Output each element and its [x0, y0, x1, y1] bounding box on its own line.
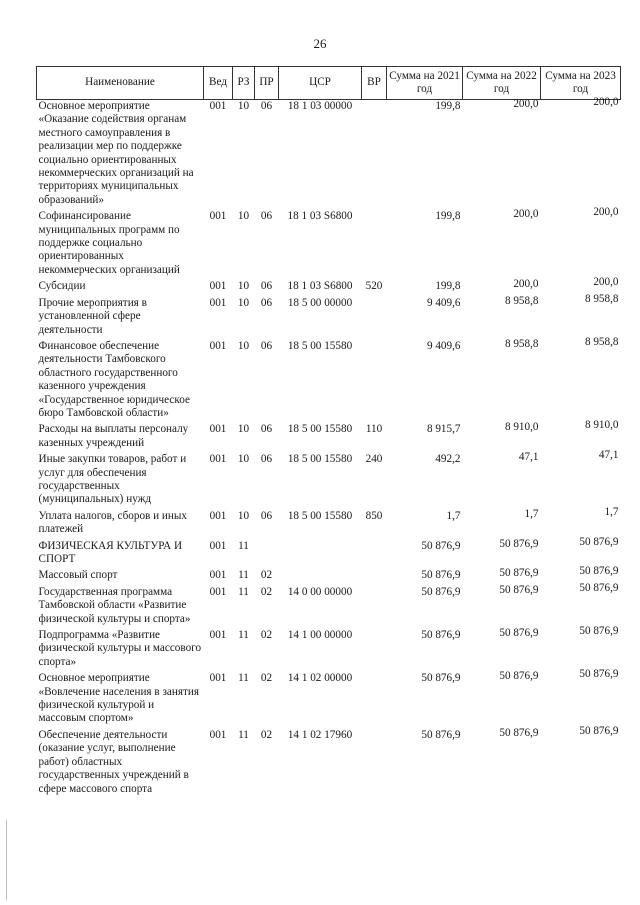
- cell-csr: 14 1 02 17960: [287, 728, 353, 741]
- cell-rz: 11: [238, 629, 249, 642]
- cell-pr: 06: [260, 423, 273, 436]
- table-row: [37, 672, 621, 729]
- cell-pr: 02: [260, 672, 273, 685]
- cell-csr: 18 5 00 15580: [287, 339, 353, 352]
- cell-sum-2021: 492,2: [435, 453, 461, 466]
- cell-name: Государственная программа Тамбовской области «Развитие физической культуры и спорта»: [38, 585, 191, 625]
- cell-csr: 18 5 00 15580: [287, 509, 353, 522]
- header-vr: ВР: [362, 67, 387, 100]
- table-row: [37, 423, 621, 453]
- cell-sum-2021: 50 876,9: [421, 728, 461, 741]
- cell-csr: 14 1 02 00000: [287, 672, 353, 685]
- cell-vr: 850: [365, 509, 383, 522]
- cell-csr: 14 1 00 00000: [287, 629, 353, 642]
- cell-sum-2022: 200,0: [513, 208, 539, 221]
- cell-ved: 001: [209, 210, 227, 223]
- cell-sum-2021: 50 876,9: [421, 569, 461, 582]
- header-sum-2023: Сумма на 2023 год: [541, 67, 621, 100]
- cell-pr: 06: [260, 210, 273, 223]
- table-row: [37, 297, 621, 340]
- cell-vr: [362, 210, 387, 280]
- table-row: [37, 100, 621, 211]
- cell-ved: 001: [209, 629, 227, 642]
- cell-sum-2021: 9 409,6: [426, 339, 461, 352]
- cell-ved: 001: [209, 339, 227, 352]
- cell-rz: 11: [238, 539, 249, 552]
- cell-sum-2023: 8 958,8: [584, 335, 619, 348]
- cell-pr: [255, 540, 279, 570]
- cell-rz: 11: [238, 672, 249, 685]
- cell-sum-2023: 8 910,0: [584, 419, 619, 432]
- header-pr: ПР: [255, 67, 279, 100]
- cell-rz: 10: [237, 280, 250, 293]
- cell-sum-2022: 50 876,9: [499, 583, 539, 596]
- cell-vr: [362, 586, 387, 629]
- cell-ved: 001: [209, 569, 227, 582]
- cell-name: Финансовое обеспечение деятельности Тамбовского областного государственного казенного учреждения «Государственное юридическое бюро Тамбовской области»: [38, 339, 190, 419]
- cell-sum-2023: 47,1: [598, 449, 619, 462]
- cell-sum-2023: 200,0: [593, 276, 619, 289]
- cell-name: Иные закупки товаров, работ и услуг для обеспечения государственных (муниципальных) нужд: [38, 453, 187, 506]
- cell-csr: 18 1 03 00000: [287, 100, 353, 112]
- cell-sum-2022: 50 876,9: [499, 670, 539, 683]
- header-sum-2022: Сумма на 2022 год: [463, 67, 541, 100]
- scan-margin-mark: [6, 820, 7, 900]
- cell-sum-2023: 50 876,9: [579, 724, 619, 737]
- cell-pr: 02: [260, 585, 273, 598]
- cell-sum-2023: 1,7: [604, 505, 619, 518]
- table-body: [37, 96, 621, 799]
- cell-vr: [362, 729, 387, 799]
- cell-csr: 18 5 00 00000: [287, 296, 353, 309]
- cell-ved: 001: [209, 539, 227, 552]
- cell-sum-2021: 199,8: [435, 100, 461, 112]
- cell-sum-2022: 50 876,9: [499, 726, 539, 739]
- cell-ved: 001: [209, 453, 227, 466]
- table-row: [37, 210, 621, 280]
- cell-csr: 18 1 03 S6800: [287, 280, 353, 293]
- table-row: [37, 510, 621, 540]
- cell-pr: 06: [260, 280, 273, 293]
- cell-name: Основное мероприятие «Вовлечение населения в занятия физической культурой и массовым спортом»: [38, 672, 199, 725]
- cell-sum-2023: 200,0: [593, 96, 619, 108]
- cell-sum-2023: 50 876,9: [579, 565, 619, 578]
- cell-csr: 18 5 00 15580: [287, 423, 353, 436]
- cell-csr: 18 1 03 S6800: [287, 210, 353, 223]
- cell-sum-2022: 8 910,0: [504, 421, 539, 434]
- cell-sum-2022: 50 876,9: [499, 567, 539, 580]
- cell-sum-2023: 200,0: [593, 206, 619, 219]
- cell-pr: 02: [260, 569, 273, 582]
- table-row: [37, 729, 621, 799]
- cell-rz: 11: [238, 569, 249, 582]
- cell-sum-2022: 200,0: [513, 278, 539, 291]
- cell-ved: 001: [209, 672, 227, 685]
- cell-ved: 001: [209, 585, 227, 598]
- header-csr: ЦСР: [279, 67, 362, 100]
- cell-name: Расходы на выплаты персоналу казенных учреждений: [38, 423, 189, 449]
- cell-vr: [362, 629, 387, 672]
- cell-sum-2021: 50 876,9: [421, 672, 461, 685]
- cell-ved: 001: [209, 280, 227, 293]
- cell-vr: [362, 100, 387, 211]
- cell-sum-2021: 199,8: [435, 210, 461, 223]
- table-row: [37, 540, 621, 570]
- table-row: [37, 586, 621, 629]
- cell-pr: 06: [260, 509, 273, 522]
- cell-ved: 001: [209, 100, 227, 112]
- cell-vr: [362, 540, 387, 570]
- cell-ved: 001: [209, 728, 227, 741]
- cell-csr: 14 0 00 00000: [287, 585, 353, 598]
- cell-sum-2021: 9 409,6: [426, 296, 461, 309]
- cell-sum-2022: 47,1: [518, 451, 539, 464]
- cell-name: Уплата налогов, сборов и иных платежей: [38, 509, 188, 536]
- page-number: 26: [313, 36, 327, 51]
- cell-csr: [279, 569, 362, 585]
- cell-csr: [279, 540, 362, 570]
- cell-rz: 10: [237, 210, 250, 223]
- cell-sum-2023: 50 876,9: [579, 668, 619, 681]
- table-row: [37, 453, 621, 510]
- cell-rz: 10: [237, 339, 250, 352]
- cell-vr: [362, 297, 387, 340]
- cell-sum-2021: 1,7: [446, 509, 461, 522]
- cell-sum-2023: 50 876,9: [579, 535, 619, 548]
- cell-sum-2022: 50 876,9: [499, 537, 539, 550]
- cell-rz: 10: [237, 296, 250, 309]
- table-row: [37, 629, 621, 672]
- cell-sum-2023: 50 876,9: [579, 625, 619, 638]
- cell-rz: 10: [237, 453, 250, 466]
- cell-vr: [362, 340, 387, 423]
- cell-pr: 06: [260, 100, 273, 112]
- table-header-row: [37, 67, 621, 100]
- header-sum-2021: Сумма на 2021 год: [387, 67, 463, 100]
- cell-sum-2021: 50 876,9: [421, 585, 461, 598]
- cell-sum-2021: 50 876,9: [421, 539, 461, 552]
- cell-name: Массовый спорт: [38, 569, 118, 582]
- cell-vr: 240: [365, 453, 383, 466]
- cell-vr: 520: [365, 280, 383, 293]
- cell-sum-2021: 8 915,7: [426, 423, 461, 436]
- cell-vr: [362, 672, 387, 729]
- cell-sum-2022: 8 958,8: [504, 294, 539, 307]
- cell-name: Основное мероприятие «Оказание содействия органам местного самоуправления в реализации мер по поддержке социально ориентированных некоммерческих организаций на территориях муниципальных образований»: [38, 100, 194, 206]
- cell-sum-2021: 199,8: [435, 280, 461, 293]
- cell-name: Подпрограмма «Развитие физической культуры и массового спорта»: [38, 629, 202, 668]
- cell-sum-2022: 200,0: [513, 98, 539, 110]
- budget-table: [36, 66, 621, 799]
- cell-sum-2022: 50 876,9: [499, 627, 539, 640]
- cell-pr: 06: [260, 453, 273, 466]
- cell-sum-2023: 50 876,9: [579, 581, 619, 594]
- cell-rz: 11: [238, 585, 249, 598]
- cell-sum-2023: 8 958,8: [584, 292, 619, 305]
- cell-rz: 10: [237, 509, 250, 522]
- cell-vr: 110: [365, 423, 383, 436]
- header-rz: РЗ: [233, 67, 255, 100]
- cell-rz: 10: [237, 100, 250, 112]
- cell-ved: 001: [209, 296, 227, 309]
- cell-name: Обеспечение деятельности (оказание услуг, выполнение работ) областных государственных учреждений в сфере массового спорта: [38, 728, 189, 795]
- table-row: [37, 340, 621, 423]
- cell-csr: 18 5 00 15580: [287, 453, 353, 466]
- cell-sum-2022: 1,7: [524, 507, 539, 520]
- cell-pr: 02: [260, 728, 273, 741]
- cell-vr: [362, 569, 387, 585]
- cell-sum-2022: 8 958,8: [504, 337, 539, 350]
- cell-pr: 06: [260, 339, 273, 352]
- cell-pr: 02: [260, 629, 273, 642]
- cell-name: ФИЗИЧЕСКАЯ КУЛЬТУРА И СПОРТ: [38, 539, 183, 565]
- header-ved: Вед: [204, 67, 233, 100]
- cell-rz: 10: [237, 423, 250, 436]
- cell-rz: 11: [238, 728, 249, 741]
- header-name: Наименование: [37, 67, 204, 100]
- cell-sum-2021: 50 876,9: [421, 629, 461, 642]
- cell-name: Субсидии: [38, 280, 86, 293]
- cell-ved: 001: [209, 423, 227, 436]
- cell-ved: 001: [209, 509, 227, 522]
- cell-name: Софинансирование муниципальных программ по поддержке социально ориентированных некоммерческих организаций: [38, 210, 180, 276]
- cell-name: Прочие мероприятия в установленной сфере деятельности: [38, 296, 147, 336]
- cell-pr: 06: [260, 296, 273, 309]
